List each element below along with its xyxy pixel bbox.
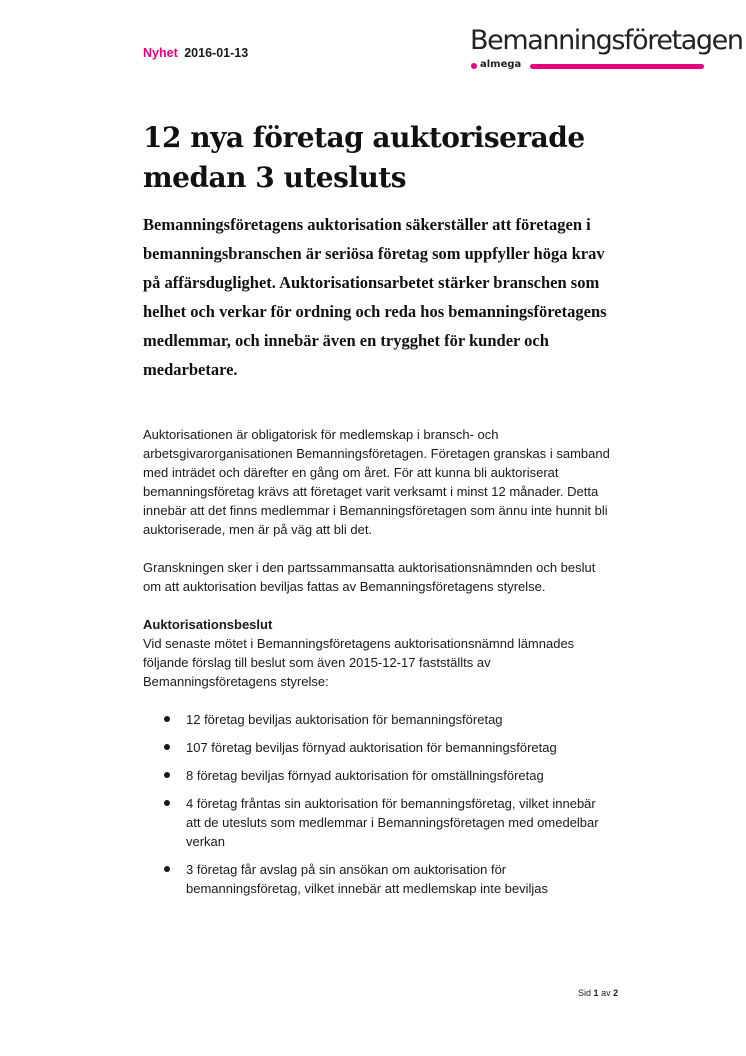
list-item bbox=[143, 766, 613, 785]
article-body bbox=[143, 425, 613, 907]
bullet-icon bbox=[164, 716, 170, 722]
bullet-icon bbox=[164, 866, 170, 872]
list-item bbox=[143, 710, 613, 729]
section-intro: Vid senaste mötet i Bemanningsföretagens auktorisationsnämnd lämnades följande förslag till beslut som även 2015-12-17 fastställts av Bemanningsföretagens styrelse: bbox=[143, 636, 575, 689]
list-item-text: 4 företag fråntas sin auktorisation för bemanningsföretag, vilket innebär att de utesluts som medlemmar i Bemanningsföretagen med omedelbar verkan bbox=[186, 796, 599, 849]
logo-wordmark: Bemanningsföretagen bbox=[470, 25, 743, 56]
list-item-text: 12 företag beviljas auktorisation för bemanningsföretag bbox=[186, 712, 503, 727]
logo-subtitle: almega bbox=[480, 59, 522, 70]
body-paragraph-1: Auktorisationen är obligatorisk för medlemskap i bransch- och arbetsgivarorganisationen Bemanningsföretagen. Företagen granskas i samband med inträdet och därefter en gång om året. För att kunna bli auktoriserat bemanningsföretag krävs att företaget varit verksamt i minst 12 månader. Detta innebär att det finns medlemmar i Bemanningsföretagen som ännu inte hunnit bli auktoriserade, men är på väg att bli det. bbox=[143, 427, 610, 537]
news-date: 2016-01-13 bbox=[184, 46, 249, 60]
article-lead: Bemanningsföretagens auktorisation säkerställer att företagen i bemanningsbranschen är seriösa företag som uppfyller höga krav på affärsduglighet. Auktorisationsarbetet stärker branschen som helhet och verkar för ordning och reda hos bemanningsföretagens medlemmar, och innebär även en trygghet för kunder och medarbetare. bbox=[143, 215, 607, 379]
list-item-text: 3 företag får avslag på sin ansökan om auktorisation för bemanningsföretag, vilket innebär att medlemskap inte beviljas bbox=[186, 862, 549, 896]
bullet-icon bbox=[164, 744, 170, 750]
page-number bbox=[578, 988, 618, 998]
logo-accent-line bbox=[530, 64, 704, 69]
logo-dot-icon bbox=[471, 63, 477, 69]
body-paragraph-2: Granskningen sker i den partssammansatta auktorisationsnämnden och beslut om att auktorisation beviljas fattas av Bemanningsföretagens styrelse. bbox=[143, 560, 596, 594]
list-item-text: 8 företag beviljas förnyad auktorisation för omställningsföretag bbox=[186, 768, 544, 783]
bullet-icon bbox=[164, 800, 170, 806]
company-logo bbox=[470, 24, 743, 74]
decision-list bbox=[143, 710, 613, 898]
section-heading: Auktorisationsbeslut bbox=[143, 617, 273, 632]
logo-bar bbox=[470, 60, 704, 72]
list-item bbox=[143, 860, 613, 898]
current-page: 1 bbox=[593, 988, 599, 998]
total-pages: 2 bbox=[613, 988, 619, 998]
list-item bbox=[143, 738, 613, 757]
list-item-text: 107 företag beviljas förnyad auktorisation för bemanningsföretag bbox=[186, 740, 557, 755]
news-meta bbox=[143, 46, 248, 60]
bullet-icon bbox=[164, 772, 170, 778]
page-prefix: Sid bbox=[578, 988, 592, 998]
news-type-label: Nyhet bbox=[143, 46, 178, 60]
list-item bbox=[143, 794, 613, 851]
page-separator: av bbox=[601, 988, 611, 998]
article-title: 12 nya företag auktoriserade medan 3 utesluts bbox=[143, 121, 585, 194]
